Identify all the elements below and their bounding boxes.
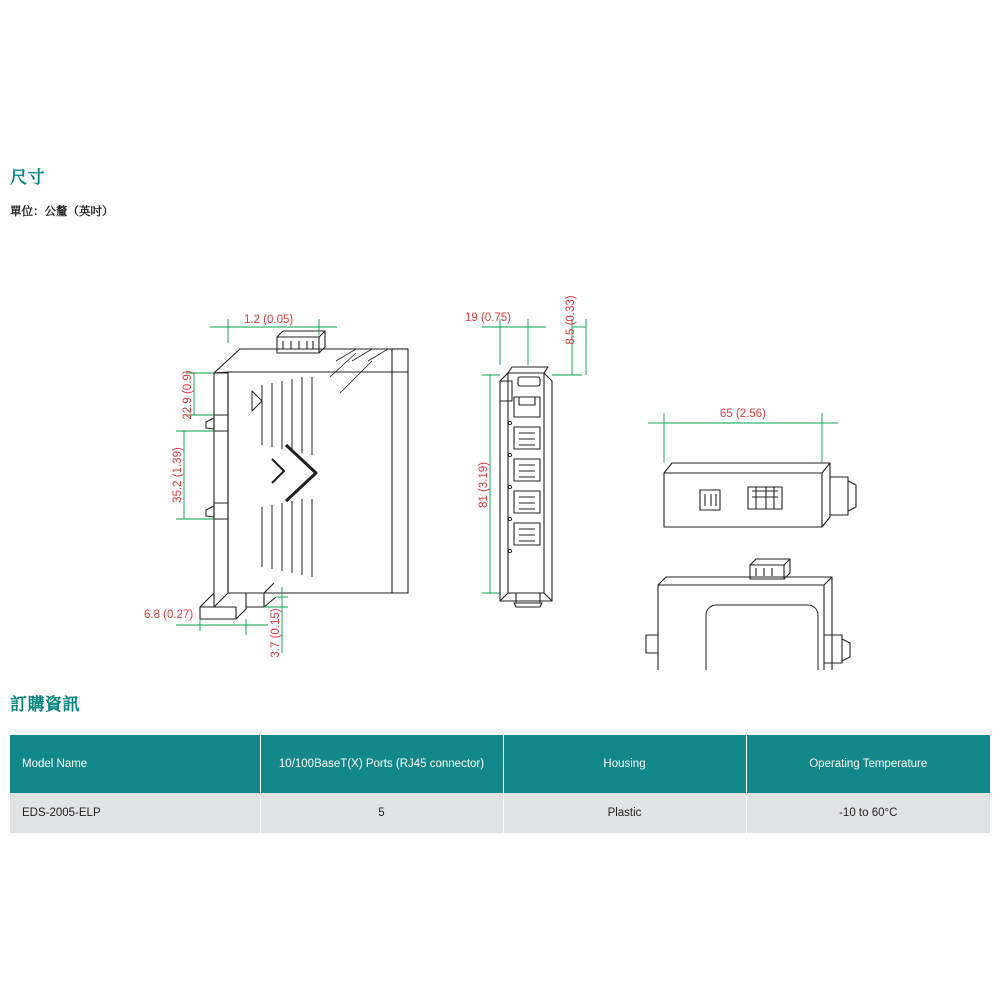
cell-housing: Plastic xyxy=(503,793,746,833)
dim-label-1-2: 1.2 (0.05) xyxy=(244,314,294,326)
dim-label-19: 19 (0.75) xyxy=(464,312,512,324)
column-header-model-name: Model Name xyxy=(10,735,260,793)
dim-label-22-9: 22.9 (0.9) xyxy=(182,370,194,420)
column-header-operating-temperature: Operating Temperature xyxy=(746,735,990,793)
dimensions-section-title: 尺寸 xyxy=(10,168,45,187)
cell-operating-temperature: -10 to 60°C xyxy=(746,793,990,833)
dimension-lines xyxy=(176,319,838,653)
dimension-drawing-svg xyxy=(0,215,1000,670)
dim-label-35-2: 35.2 (1.39) xyxy=(172,447,184,503)
dim-label-8-5: 8.5 (0.33) xyxy=(565,295,577,345)
column-header-housing: Housing xyxy=(503,735,746,793)
cell-ports: 5 xyxy=(260,793,503,833)
cell-model-name: EDS-2005-ELP xyxy=(10,793,260,833)
dimensions-unit-note: 單位：公釐（英吋） xyxy=(10,206,114,218)
dim-label-6-8: 6.8 (0.27) xyxy=(144,609,194,621)
dim-label-65: 65 (2.56) xyxy=(719,408,767,420)
front-view-outline xyxy=(500,367,552,607)
top-view-outline xyxy=(664,463,856,527)
dim-label-3-7: 3.7 (0.15) xyxy=(270,608,282,658)
column-header-ports: 10/100BaseT(X) Ports (RJ45 connector) xyxy=(260,735,503,793)
left-view-outline xyxy=(200,331,408,619)
back-view-outline xyxy=(646,559,850,670)
ordering-information-table xyxy=(10,735,990,833)
dimension-drawing xyxy=(0,215,1000,670)
ordering-section-title: 訂購資訊 xyxy=(10,695,80,714)
table-header-row xyxy=(10,735,990,793)
table-row xyxy=(10,793,990,833)
dim-label-81: 81 (3.19) xyxy=(478,461,490,509)
